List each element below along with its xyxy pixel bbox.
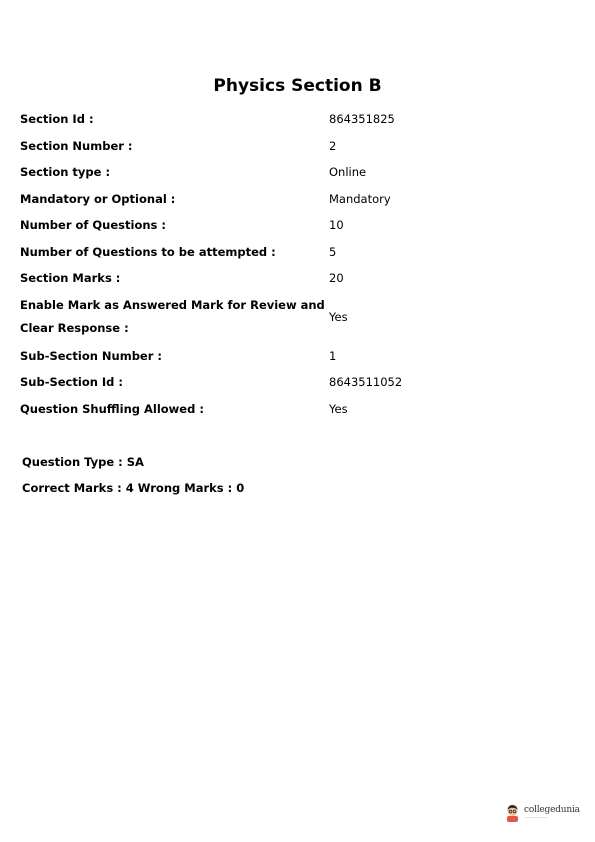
mandatory-label: Mandatory or Optional :: [20, 191, 176, 206]
table-row: [18, 186, 578, 213]
table-row: [18, 133, 578, 160]
mark-review-label: Enable Mark as Answered Mark for Review and Clear Response :: [20, 298, 325, 335]
table-row: [18, 159, 578, 186]
mark-review-value: Yes: [329, 310, 348, 324]
table-row: [18, 396, 578, 423]
question-type: Question Type : SA: [22, 455, 144, 469]
table-row: [18, 292, 578, 343]
table-row: [18, 265, 578, 292]
section-id-value: 864351825: [329, 112, 395, 127]
section-id-label: Section Id :: [20, 112, 94, 127]
table-row: [18, 106, 578, 133]
table-row: [18, 369, 578, 396]
sub-section-id-value: 8643511052: [329, 375, 403, 390]
table-row: [18, 343, 578, 370]
page-title: Physics Section B: [213, 76, 382, 96]
shuffling-label: Question Shuffling Allowed :: [20, 401, 204, 416]
section-number-value: 2: [329, 138, 337, 153]
logo-wordmark: collegedunia: [524, 804, 580, 815]
logo-tagline: ————————: [524, 814, 548, 819]
question-count-value: 10: [329, 218, 344, 233]
mascot-icon: [504, 802, 521, 822]
section-number-label: Section Number :: [20, 138, 133, 153]
section-type-value: Online: [329, 165, 367, 180]
section-marks-label: Section Marks :: [20, 271, 121, 286]
table-row: [18, 212, 578, 239]
sub-section-id-label: Sub-Section Id :: [20, 375, 124, 390]
table-row: [18, 239, 578, 266]
mandatory-value: Mandatory: [329, 191, 391, 206]
section-type-label: Section type :: [20, 165, 111, 180]
sub-section-number-value: 1: [329, 348, 337, 363]
section-info-table: [18, 106, 578, 422]
marks-scheme: Correct Marks : 4 Wrong Marks : 0: [22, 481, 245, 495]
sub-section-number-label: Sub-Section Number :: [20, 348, 163, 363]
questions-attempted-label: Number of Questions to be attempted :: [20, 244, 276, 259]
shuffling-value: Yes: [329, 401, 348, 416]
section-marks-value: 20: [329, 271, 344, 286]
question-count-label: Number of Questions :: [20, 218, 166, 233]
questions-attempted-value: 5: [329, 244, 337, 259]
collegedunia-logo: [504, 802, 580, 822]
